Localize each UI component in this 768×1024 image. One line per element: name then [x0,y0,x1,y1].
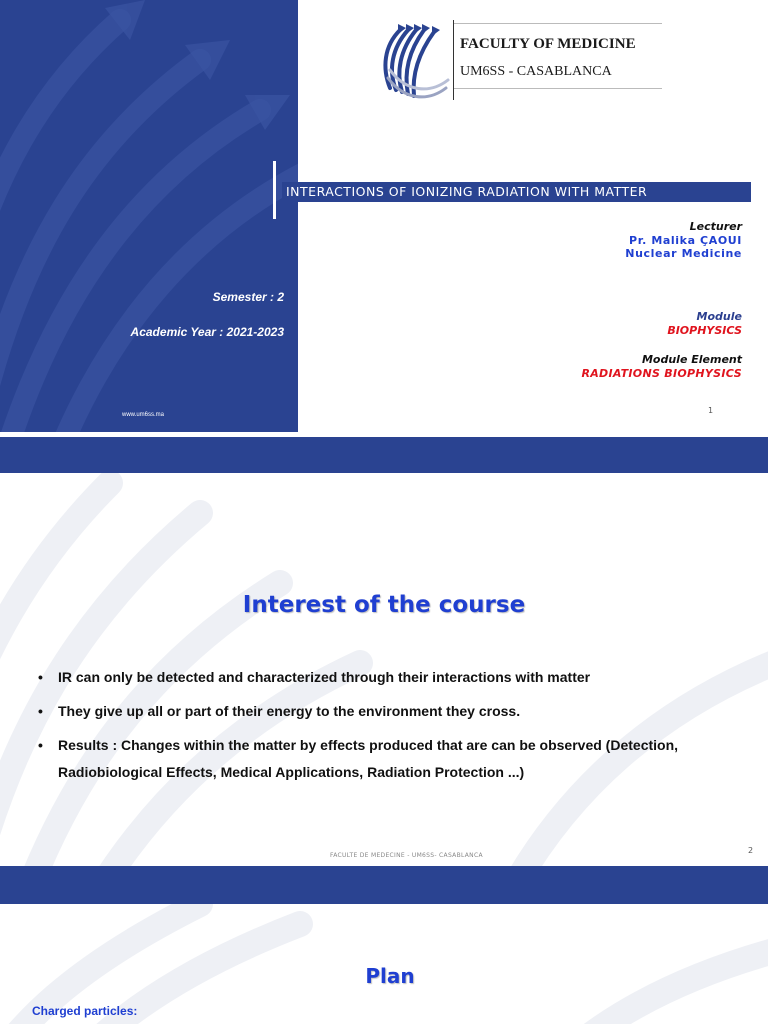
cover-blue-panel [0,0,298,432]
logo-faculty-text: FACULTY OF MEDICINE [460,36,636,52]
website-text: www.um6ss.ma [122,412,165,418]
logo-rule-top [454,23,662,24]
slide-title [0,964,768,988]
lecturer-label: Lecturer [689,220,742,233]
semester-text: Semester : 2 [212,290,284,304]
logo-university-text: UM6SS - CASABLANCA [460,64,612,79]
faculty-logo [378,18,664,104]
module-element-label: Module Element [641,353,742,366]
page-number: 1 [708,406,714,415]
module-element-value: RADIATIONS BIOPHYSICS [581,367,742,380]
slide-2 [0,432,768,902]
bullet-continuation: Radiobiological Effects, Medical Applications, Radiation Protection ...) [58,764,525,780]
slide-title [0,592,768,618]
module-label: Module [696,310,742,323]
logo-swirl-icon [378,18,450,104]
logo-rule-bottom [454,88,662,89]
slide-title-text: Plan [365,964,415,988]
swirl-arrows-decoration [0,0,298,432]
lecturer-name: Pr. Malika ÇAOUI [629,234,742,247]
presentation-title: INTERACTIONS OF IONIZING RADIATION WITH MATTER [286,184,648,199]
header-band [0,437,768,473]
bullet-item: • Results : Changes within the matter by effects produced that are can be observed (Detection, [36,728,756,762]
section-subtitle: Charged particles: [32,1004,138,1018]
lecturer-department: Nuclear Medicine [625,247,742,260]
page-number: 2 [748,846,754,855]
bullet-item: • They give up all or part of their energy to the environment they cross. [36,694,756,728]
footer-text: FACULTE DE MEDECINE - UM6SS- CASABLANCA [330,852,483,859]
module-value: BIOPHYSICS [667,324,742,337]
academic-year-text: Academic Year : 2021-2023 [130,325,284,339]
slide-title-text: Interest of the course [242,592,526,618]
bullet-item: • IR can only be detected and characterized through their interactions with matter [36,660,756,694]
slide-1 [0,0,768,432]
bullet-list [36,660,756,762]
slide-3 [0,866,768,1024]
header-band [0,866,768,904]
title-accent-bar [273,161,276,219]
